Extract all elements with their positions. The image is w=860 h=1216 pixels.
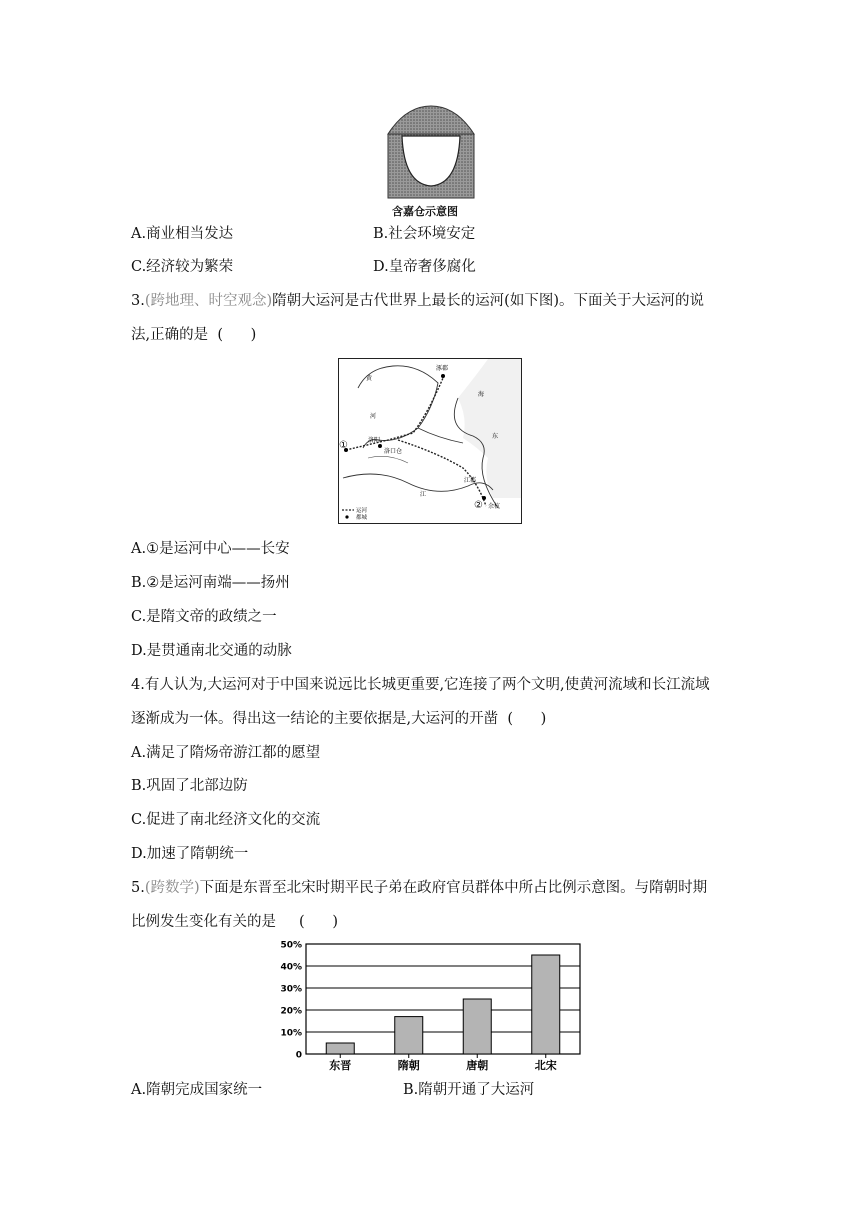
chart-bar [395, 1017, 423, 1054]
q5-stem-line1 [131, 878, 707, 898]
q4-stem-line2: 逐渐成为一体。得出这一结论的主要依据是,大运河的开凿 ( ) [131, 711, 547, 727]
map-label-dong: 东 [492, 433, 499, 440]
q3-stem-line1 [131, 291, 704, 311]
q2-option-c: C.经济较为繁荣 [131, 259, 234, 275]
chart-x-tick-label: 隋朝 [397, 1059, 420, 1072]
q3-option-b: B.②是运河南端——扬州 [131, 575, 290, 591]
map-label-he: 河 [370, 413, 377, 420]
q5-stem-text: 下面是东晋至北宋时期平民子弟在政府官员群体中所占比例示意图。与隋朝时期 [199, 880, 708, 896]
chart-x-tick-label: 东晋 [329, 1059, 352, 1072]
q3-option-c: C.是隋文帝的政绩之一 [131, 609, 277, 625]
q3-option-d: D.是贯通南北交通的动脉 [131, 643, 292, 659]
q4-option-d: D.加速了隋朝统一 [131, 846, 249, 862]
q2-option-a: A.商业相当发达 [131, 226, 234, 242]
map-legend-canal: 运河 [356, 508, 368, 514]
map-label-luokoucang: 洛口仓 [384, 448, 403, 455]
map-label-jiangdu: 江都 [464, 477, 477, 484]
chart-y-tick-label: 0 [295, 1050, 302, 1061]
q4-option-c: C.促进了南北经济文化的交流 [131, 812, 321, 828]
chart-y-tick-label: 20% [280, 1006, 302, 1017]
map-marker-2: ② [474, 500, 483, 511]
chart-bar [463, 999, 491, 1054]
q5-stem-line2: 比例发生变化有关的是 ( ) [131, 914, 339, 930]
chart-bar [326, 1043, 354, 1054]
map-label-yuhang: 余杭 [488, 503, 501, 510]
chart-y-tick-label: 10% [280, 1028, 302, 1039]
map-label-luoyang: 洛阳 [368, 437, 381, 444]
q4-stem-line1: 4.有人认为,大运河对于中国来说远比长城更重要,它连接了两个文明,使黄河流域和长江流域 [131, 677, 710, 693]
q5-number: 5. [131, 880, 145, 896]
q3-tag: (跨地理、时空观念) [144, 293, 273, 309]
map-label-hai: 海 [478, 391, 485, 398]
chart-bar [532, 955, 560, 1054]
official-ratio-bar-chart [276, 938, 586, 1074]
map-label-zhuojun: 涿郡 [436, 365, 449, 372]
map-label-huang: 黄 [366, 375, 373, 382]
chart-x-tick-label: 唐朝 [466, 1059, 489, 1072]
chart-y-tick-label: 50% [280, 940, 302, 951]
map-legend-capital: 都城 [356, 515, 368, 521]
map-capital-dot [441, 374, 445, 378]
grand-canal-map [338, 358, 522, 524]
map-label-jiang: 江 [420, 491, 427, 498]
chart-y-tick-label: 30% [280, 984, 302, 995]
q5-option-a: A.隋朝完成国家统一 [131, 1082, 263, 1098]
q5-tag: (跨数学) [144, 880, 200, 896]
q3-stem-line2: 法,正确的是 ( ) [131, 327, 257, 343]
chart-x-tick-label: 北宋 [534, 1059, 557, 1072]
q4-option-b: B.巩固了北部边防 [131, 778, 248, 794]
q5-option-b: B.隋朝开通了大运河 [403, 1082, 535, 1098]
map-capital-dot [378, 444, 382, 448]
q3-option-a: A.①是运河中心——长安 [131, 541, 290, 557]
chart-y-tick-label: 40% [280, 962, 302, 973]
map-marker-1: ① [339, 440, 348, 451]
q2-option-b: B.社会环境安定 [373, 226, 476, 242]
granary-caption: 含嘉仓示意图 [392, 205, 458, 218]
granary-illustration [386, 104, 476, 200]
q3-number: 3. [131, 293, 145, 309]
q3-stem-text: 隋朝大运河是古代世界上最长的运河(如下图)。下面关于大运河的说 [272, 293, 704, 309]
q2-option-d: D.皇帝奢侈腐化 [373, 259, 476, 275]
q4-option-a: A.满足了隋炀帝游江都的愿望 [131, 745, 321, 761]
